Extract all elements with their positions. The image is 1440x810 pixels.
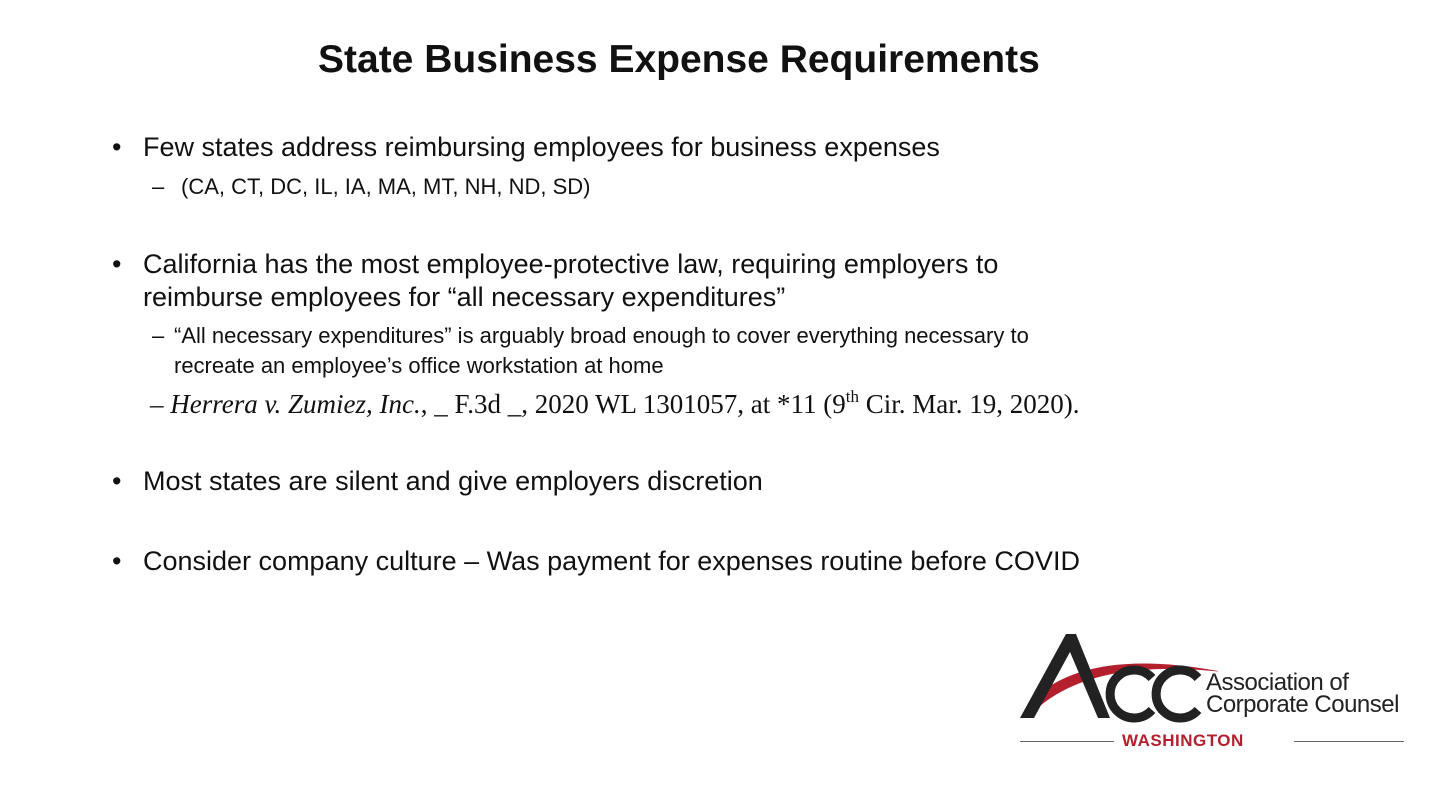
logo-rule-right	[1294, 741, 1404, 742]
bullet-text: Few states address reimbursing employees for business expenses	[143, 132, 940, 162]
bullet-text-line2: reimburse employees for “all necessary expenditures”	[143, 282, 786, 312]
bullet-marker: •	[112, 546, 122, 576]
citation-case-name: Herrera v. Zumiez, Inc.	[170, 389, 421, 419]
sub-bullet-text-line2: recreate an employee’s office workstation at home	[174, 353, 664, 378]
citation-court-date: Cir. Mar. 19, 2020).	[859, 389, 1080, 419]
citation-reporter: , _ F.3d _, 2020 WL 1301057, at *11 (9	[420, 389, 846, 419]
logo-chapter: WASHINGTON	[1122, 731, 1244, 750]
citation-marker: –	[150, 389, 164, 419]
bullet-text: Most states are silent and give employers discretion	[143, 466, 763, 496]
sub-bullet-text-line1: “All necessary expenditures” is arguably broad enough to cover everything necessary to	[174, 323, 1029, 348]
logo-org-line2: Corporate Counsel	[1206, 691, 1399, 718]
sub-bullet-marker: –	[152, 174, 165, 199]
bullet-marker: •	[112, 132, 122, 162]
sub-bullet-text: (CA, CT, DC, IL, IA, MA, MT, NH, ND, SD)	[181, 174, 591, 199]
acc-logo-mark	[1018, 628, 1218, 728]
bullet-text: Consider company culture – Was payment for expenses routine before COVID	[143, 546, 1080, 576]
sub-bullet-marker: –	[152, 323, 165, 348]
logo-org-name	[1206, 669, 1399, 718]
citation-ordinal-suffix: th	[845, 387, 860, 406]
bullet-text-line1: California has the most employee-protective law, requiring employers to	[143, 249, 999, 279]
case-citation	[150, 388, 1080, 420]
logo-org-line1: Association of	[1206, 669, 1349, 696]
acc-logo	[1018, 628, 1410, 758]
bullet-marker: •	[112, 249, 122, 279]
slide-title: State Business Expense Requirements	[318, 38, 1040, 81]
logo-letter-c2	[1156, 670, 1198, 718]
logo-rule-left	[1020, 741, 1114, 742]
logo-letter-c1	[1110, 670, 1152, 718]
bullet-marker: •	[112, 466, 122, 496]
